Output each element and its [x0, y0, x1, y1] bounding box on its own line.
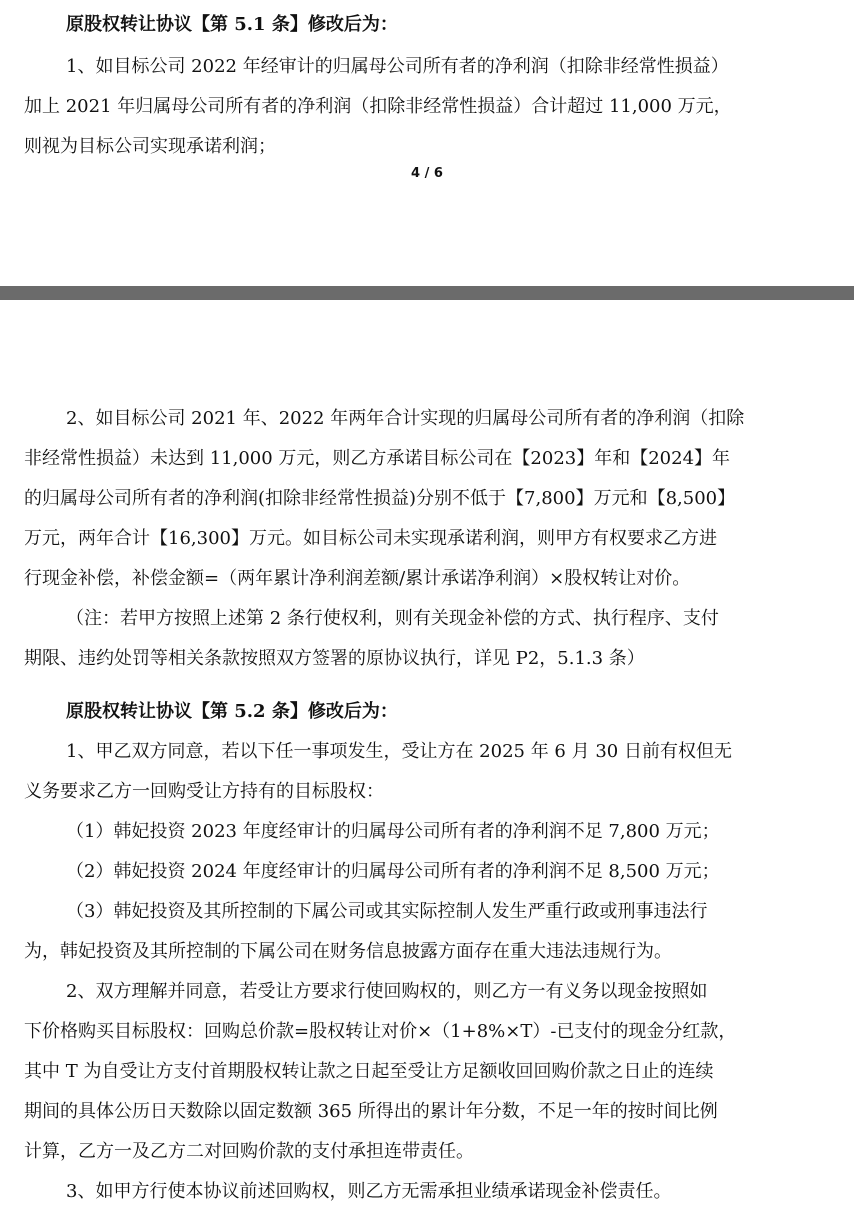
note-line-1: （注：若甲方按照上述第 2 条行使权利，则有关现金补偿的方式、执行程序、支付	[66, 608, 719, 629]
item-1-line-2: 义务要求乙方一回购受让方持有的目标股权：	[24, 781, 384, 802]
sub-item-3-line-2: 为，韩妃投资及其所控制的下属公司在财务信息披露方面存在重大违法违规行为。	[24, 941, 672, 962]
sub-item-3-line-1: （3）韩妃投资及其所控制的下属公司或其实际控制人发生严重行政或刑事违法行	[66, 901, 708, 922]
clause-2-line-1: 2、如目标公司 2021 年、2022 年两年合计实现的归属母公司所有者的净利润（扣除	[66, 408, 745, 429]
page-separator	[0, 286, 854, 300]
item-2-line-4: 期间的具体公历日天数除以固定数额 365 所得出的累计年分数，不足一年的按时间比例	[24, 1101, 718, 1122]
item-2-line-3: 其中 T 为自受让方支付首期股权转让款之日起至受让方足额收回回购价款之日止的连续	[24, 1061, 714, 1082]
clause-2-line-2: 非经常性损益）未达到 11,000 万元，则乙方承诺目标公司在【2023】年和【2024】年	[24, 448, 731, 469]
note-line-2: 期限、违约处罚等相关条款按照双方签署的原协议执行，详见 P2，5.1.3 条）	[24, 648, 645, 669]
clause-5-2-heading: 原股权转让协议【第 5.2 条】修改后为：	[66, 701, 398, 722]
sub-item-1: （1）韩妃投资 2023 年度经审计的归属母公司所有者的净利润不足 7,800 万元；	[66, 821, 720, 842]
clause-2-line-5: 行现金补偿，补偿金额=（两年累计净利润差额/累计承诺净利润）×股权转让对价。	[24, 568, 691, 589]
page-number: 4 / 6	[411, 166, 443, 181]
sub-item-2: （2）韩妃投资 2024 年度经审计的归属母公司所有者的净利润不足 8,500 万元；	[66, 861, 720, 882]
item-3: 3、如甲方行使本协议前述回购权，则乙方无需承担业绩承诺现金补偿责任。	[66, 1181, 672, 1202]
clause-2-line-3: 的归属母公司所有者的净利润(扣除非经常性损益)分别不低于【7,800】万元和【8,500】	[24, 488, 736, 509]
clause-1-line-2: 加上 2021 年归属母公司所有者的净利润（扣除非经常性损益）合计超过 11,000 万元，	[24, 96, 732, 117]
item-1-line-1: 1、甲乙双方同意，若以下任一事项发生，受让方在 2025 年 6 月 30 日前有权但无	[66, 741, 732, 762]
clause-2-line-4: 万元，两年合计【16,300】万元。如目标公司未实现承诺利润，则甲方有权要求乙方进	[24, 528, 717, 549]
item-2-line-5: 计算，乙方一及乙方二对回购价款的支付承担连带责任。	[24, 1141, 474, 1162]
clause-1-line-1: 1、如目标公司 2022 年经审计的归属母公司所有者的净利润（扣除非经常性损益）	[66, 56, 729, 77]
item-2-line-1: 2、双方理解并同意，若受让方要求行使回购权的，则乙方一有义务以现金按照如	[66, 981, 708, 1002]
item-2-line-2: 下价格购买目标股权：回购总价款=股权转让对价×（1+8%×T）-已支付的现金分红款，	[24, 1021, 737, 1042]
clause-5-1-heading: 原股权转让协议【第 5.1 条】修改后为：	[66, 14, 398, 35]
clause-1-line-3: 则视为目标公司实现承诺利润；	[24, 136, 276, 157]
